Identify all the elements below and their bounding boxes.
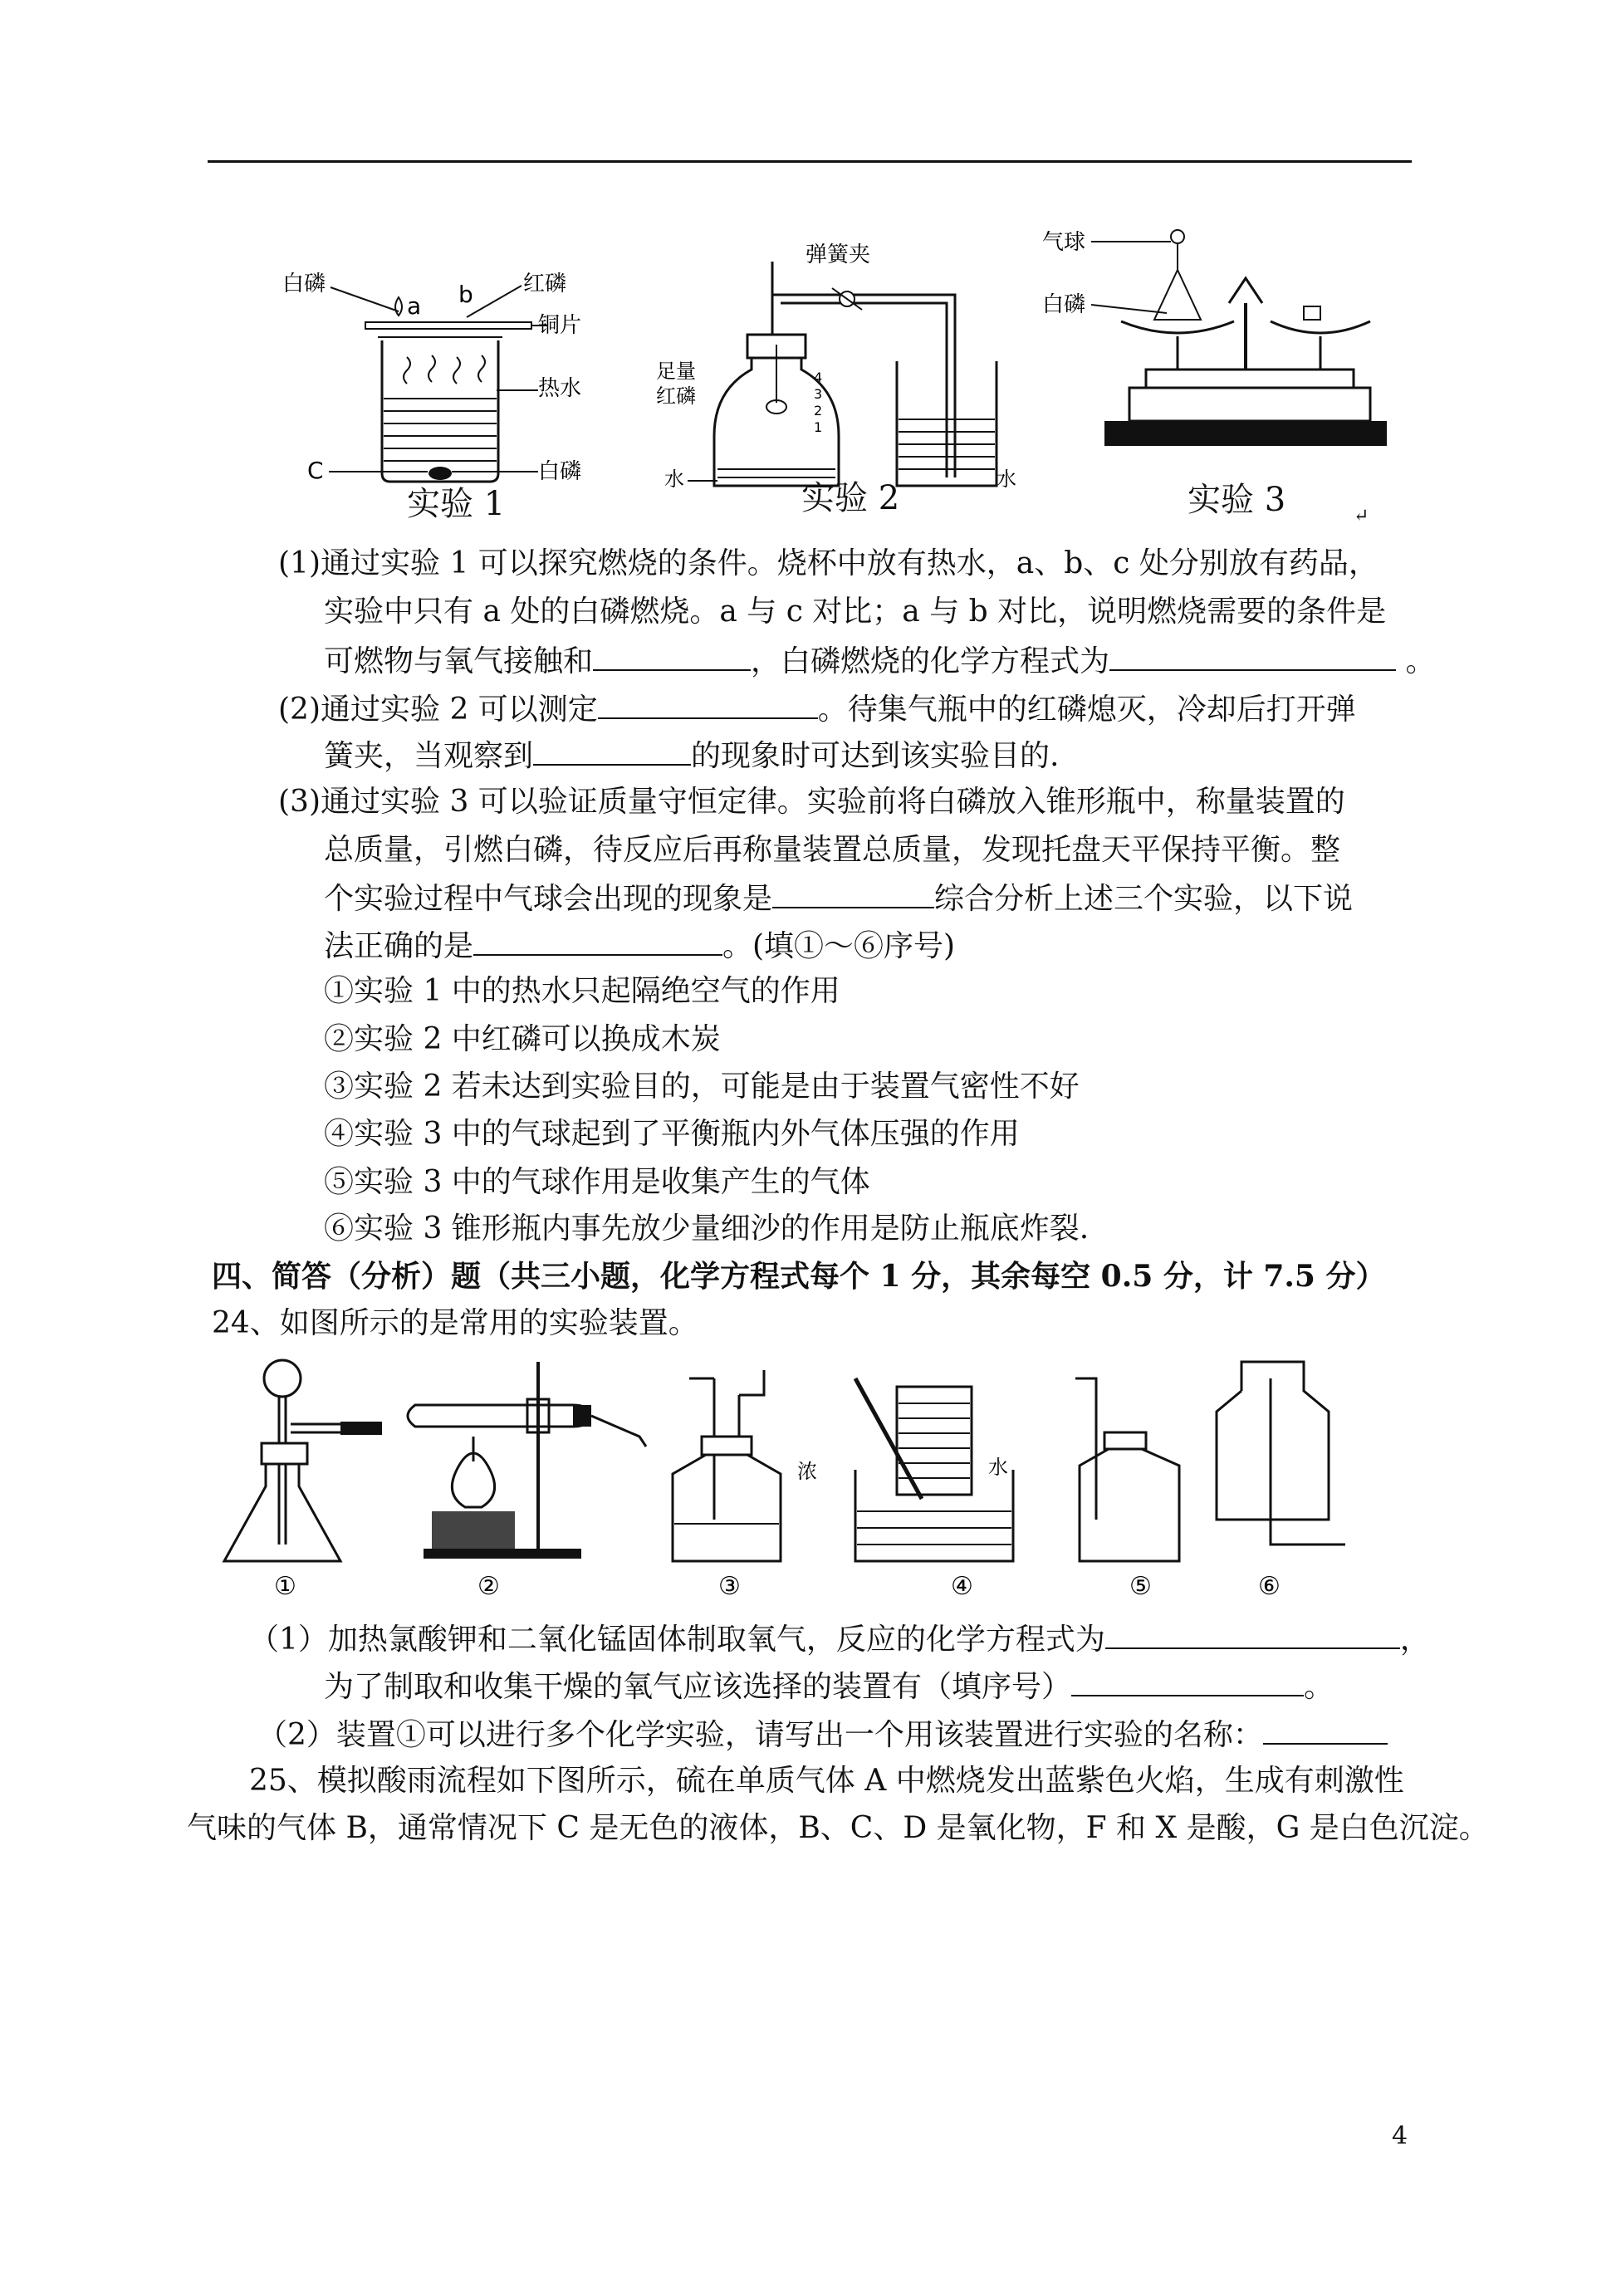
label-balloon: 气球 xyxy=(1042,230,1086,255)
blank-phosphorus-equation[interactable] xyxy=(1109,641,1396,671)
label-c: C xyxy=(307,457,324,484)
label-white-phosphorus: 白磷 xyxy=(1042,292,1086,317)
q24-s1-text-a: （1）加热氯酸钾和二氧化锰固体制取氧气，反应的化学方程式为 xyxy=(249,1623,1105,1657)
apparatus-2 xyxy=(408,1362,646,1601)
q23-p3-text-d: 。(填①～⑥序号) xyxy=(722,929,956,963)
label-white-phosphorus: 白磷 xyxy=(282,272,326,296)
blank-observed-phenomenon[interactable] xyxy=(533,736,691,766)
experiment-2-figure xyxy=(648,237,1030,511)
q23-p3-text-c: 法正确的是 xyxy=(324,929,474,963)
q23-p3-line2: 总质量，引燃白磷，待反应后再称量装置总质量，发现托盘天平保持平衡。整 xyxy=(324,833,1341,867)
q24-s2-line xyxy=(257,1715,1388,1754)
experiment-1-caption: 实验 1 xyxy=(407,485,506,523)
svg-text:③: ③ xyxy=(718,1572,741,1601)
label-hot-water: 热水 xyxy=(538,376,582,401)
q23-p1-text-c: 。 xyxy=(1396,644,1436,678)
page-number: 4 xyxy=(1392,2122,1408,2151)
header-rule xyxy=(208,160,1412,163)
q23-p2-text-d: 的现象时可达到该实验目的. xyxy=(691,739,1060,773)
q24-stem: 24、如图所示的是常用的实验装置。 xyxy=(212,1306,698,1340)
q23-p3-line3 xyxy=(324,879,1353,918)
q23-option-4: ④实验 3 中的气球起到了平衡瓶内外气体压强的作用 xyxy=(324,1117,1020,1151)
experiment-2-caption: 实验 2 xyxy=(801,479,900,517)
apparatus-figure xyxy=(208,1354,1370,1603)
svg-text:①: ① xyxy=(274,1572,296,1601)
q23-p1-text-a: 可燃物与氧气接触和 xyxy=(324,644,594,678)
experiment-3-caption: 实验 3 xyxy=(1188,481,1286,519)
label-white-phosphorus-2: 白磷 xyxy=(538,459,582,484)
q23-p2-text-a: (2)通过实验 2 可以测定 xyxy=(278,693,598,727)
q24-s1-line2 xyxy=(324,1667,1334,1706)
apparatus-4 xyxy=(855,1378,1013,1601)
q24-s1-line1 xyxy=(249,1619,1430,1658)
q23-p1-text-b: ，白磷燃烧的化学方程式为 xyxy=(751,644,1110,678)
q25-line2: 气味的气体 B，通常情况下 C 是无色的液体，B、C、D 是氧化物，F 和 X 是酸，G 是白色沉淀。 xyxy=(187,1811,1489,1845)
q24-s1-text-b: ， xyxy=(1399,1623,1430,1657)
q25-line1: 25、模拟酸雨流程如下图所示，硫在单质气体 A 中燃烧发出蓝紫色火焰，生成有刺激性 xyxy=(249,1764,1404,1798)
section-4-heading: 四、简答（分析）题（共三小题，化学方程式每个 1 分，其余每空 0.5 分，计 7.5 分） xyxy=(212,1259,1386,1294)
q23-p1-line3 xyxy=(324,641,1435,680)
q23-p3-line1: (3)通过实验 3 可以验证质量守恒定律。实验前将白磷放入锥形瓶中，称量装置的 xyxy=(278,785,1345,819)
label-water-2: 水 xyxy=(997,468,1016,491)
svg-text:⑥: ⑥ xyxy=(1258,1572,1281,1601)
q24-s1-text-d: 。 xyxy=(1304,1670,1334,1704)
svg-text:1: 1 xyxy=(814,419,823,435)
return-mark: ↵ xyxy=(1354,506,1369,526)
experiment-3-figure xyxy=(1038,220,1387,469)
blank-burning-condition[interactable] xyxy=(593,641,751,671)
svg-text:水: 水 xyxy=(988,1456,1008,1479)
apparatus-5 xyxy=(1075,1378,1179,1601)
svg-text:3: 3 xyxy=(814,386,823,402)
apparatus-3 xyxy=(673,1370,817,1601)
blank-experiment-name[interactable] xyxy=(1263,1715,1388,1745)
label-clip: 弹簧夹 xyxy=(806,242,871,267)
label-enough: 足量 xyxy=(656,360,696,383)
label-water: 水 xyxy=(664,468,684,491)
blank-measure-target[interactable] xyxy=(598,689,818,719)
label-volume-marks: 4 xyxy=(814,370,823,385)
q23-p1-line1: (1)通过实验 1 可以探究燃烧的条件。烧杯中放有热水，a、b、c 处分别放有药品， xyxy=(278,546,1378,580)
q23-p2-text-b: 。待集气瓶中的红磷熄灭，冷却后打开弹 xyxy=(817,693,1356,727)
svg-text:浓: 浓 xyxy=(797,1460,817,1483)
q24-s1-text-c: 为了制取和收集干燥的氧气应该选择的装置有（填序号） xyxy=(324,1670,1072,1704)
q23-p2-text-c: 簧夹，当观察到 xyxy=(324,739,534,773)
q23-p3-text-b: 综合分析上述三个实验，以下说 xyxy=(934,882,1354,916)
q23-option-1: ①实验 1 中的热水只起隔绝空气的作用 xyxy=(324,974,840,1008)
blank-apparatus-choice[interactable] xyxy=(1071,1667,1304,1696)
q23-p1-line2: 实验中只有 a 处的白磷燃烧。a 与 c 对比；a 与 b 对比，说明燃烧需要的条件是 xyxy=(324,595,1387,629)
q23-option-2: ②实验 2 中红磷可以换成木炭 xyxy=(324,1022,721,1056)
svg-text:2: 2 xyxy=(814,403,823,419)
q23-option-6: ⑥实验 3 锥形瓶内事先放少量细沙的作用是防止瓶底炸裂. xyxy=(324,1212,1090,1246)
q23-option-5: ⑤实验 3 中的气球作用是收集产生的气体 xyxy=(324,1165,870,1199)
svg-text:④: ④ xyxy=(951,1572,973,1601)
experiment-1-figure xyxy=(274,249,606,523)
q23-p2-line2 xyxy=(324,736,1059,775)
label-b: b xyxy=(458,281,473,308)
apparatus-6 xyxy=(1217,1362,1345,1601)
svg-text:⑤: ⑤ xyxy=(1129,1572,1152,1601)
q23-p3-line4 xyxy=(324,926,955,965)
q23-p2-line1 xyxy=(278,689,1356,728)
apparatus-1 xyxy=(224,1360,382,1601)
q23-p3-text-a: 个实验过程中气球会出现的现象是 xyxy=(324,882,773,916)
blank-kclo3-equation[interactable] xyxy=(1105,1619,1400,1649)
label-red-phosphorus: 红磷 xyxy=(656,384,696,408)
blank-correct-options[interactable] xyxy=(473,926,722,956)
label-a: a xyxy=(407,292,422,320)
q23-option-3: ③实验 2 若未达到实验目的，可能是由于装置气密性不好 xyxy=(324,1070,1080,1104)
svg-text:②: ② xyxy=(477,1572,500,1601)
q24-s2-text: （2）装置①可以进行多个化学实验，请写出一个用该装置进行实验的名称： xyxy=(257,1718,1263,1752)
blank-balloon-phenomenon[interactable] xyxy=(772,879,934,908)
label-copper: 铜片 xyxy=(538,313,582,338)
label-red-phosphorus: 红磷 xyxy=(523,272,567,296)
